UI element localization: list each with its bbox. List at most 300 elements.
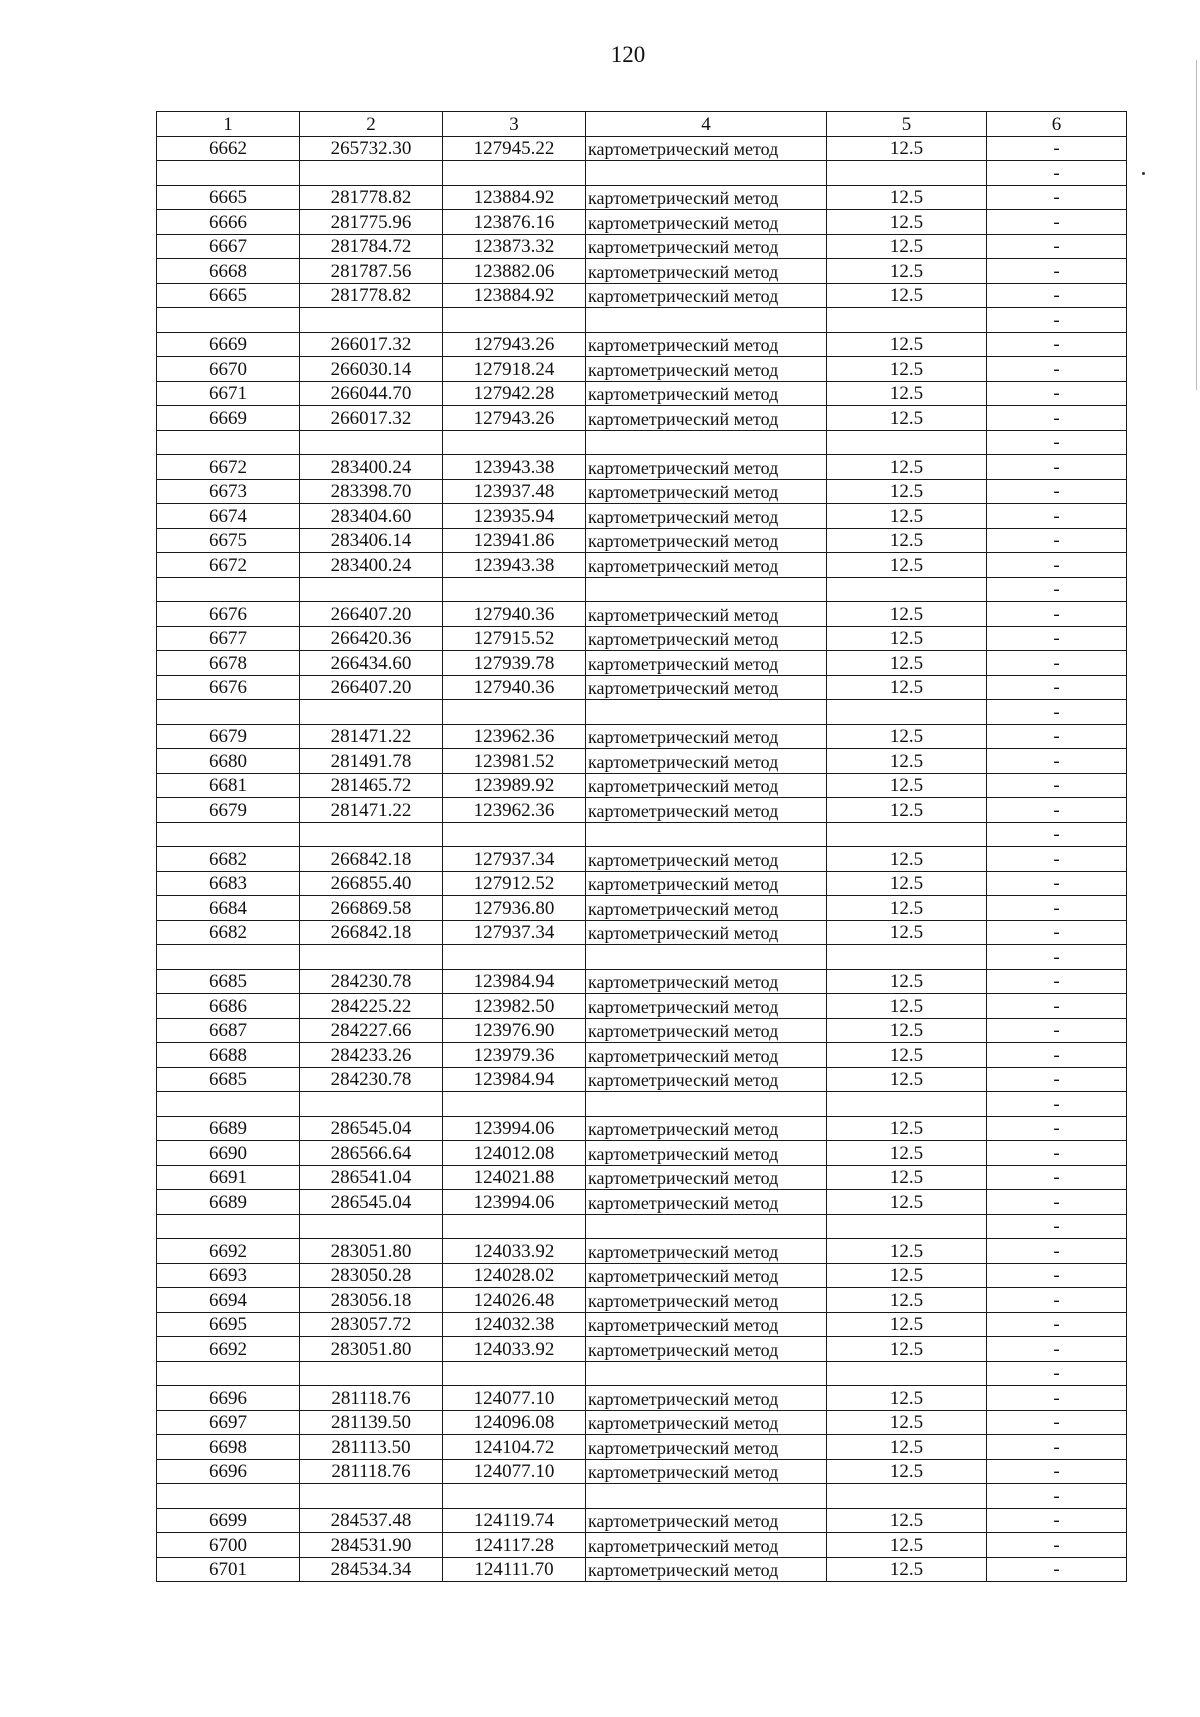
note-cell: - xyxy=(987,994,1127,1019)
x-coordinate-cell xyxy=(300,700,443,725)
table-row xyxy=(157,1557,1127,1582)
y-coordinate-cell: 123979.36 xyxy=(443,1043,586,1068)
y-coordinate-cell xyxy=(443,1214,586,1239)
method-cell: картометрический метод xyxy=(586,234,827,259)
y-coordinate-cell: 123943.38 xyxy=(443,553,586,578)
note-cell: - xyxy=(987,357,1127,382)
x-coordinate-cell: 266420.36 xyxy=(300,626,443,651)
table-row xyxy=(157,700,1127,725)
table-row xyxy=(157,1410,1127,1435)
accuracy-cell: 12.5 xyxy=(827,234,987,259)
x-coordinate-cell: 266869.58 xyxy=(300,896,443,921)
note-cell: - xyxy=(987,969,1127,994)
table-row xyxy=(157,504,1127,529)
x-coordinate-cell: 266407.20 xyxy=(300,675,443,700)
table-row xyxy=(157,553,1127,578)
point-number-cell xyxy=(157,308,300,333)
table-row xyxy=(157,1484,1127,1509)
x-coordinate-cell xyxy=(300,822,443,847)
method-cell: картометрический метод xyxy=(586,1312,827,1337)
note-cell: - xyxy=(987,504,1127,529)
table-row xyxy=(157,1263,1127,1288)
x-coordinate-cell: 281471.22 xyxy=(300,724,443,749)
point-number-cell: 6685 xyxy=(157,1067,300,1092)
table-row xyxy=(157,259,1127,284)
method-cell xyxy=(586,1092,827,1117)
note-cell: - xyxy=(987,1557,1127,1582)
point-number-cell: 6665 xyxy=(157,185,300,210)
point-number-cell: 6692 xyxy=(157,1337,300,1362)
note-cell: - xyxy=(987,479,1127,504)
y-coordinate-cell: 124104.72 xyxy=(443,1435,586,1460)
note-cell: - xyxy=(987,210,1127,235)
accuracy-cell: 12.5 xyxy=(827,1312,987,1337)
accuracy-cell: 12.5 xyxy=(827,1288,987,1313)
method-cell: картометрический метод xyxy=(586,798,827,823)
accuracy-cell: 12.5 xyxy=(827,381,987,406)
accuracy-cell: 12.5 xyxy=(827,136,987,161)
point-number-cell: 6669 xyxy=(157,332,300,357)
note-cell: - xyxy=(987,798,1127,823)
method-cell: картометрический метод xyxy=(586,773,827,798)
scan-speck xyxy=(1142,172,1145,175)
note-cell: - xyxy=(987,896,1127,921)
point-number-cell: 6686 xyxy=(157,994,300,1019)
x-coordinate-cell: 284230.78 xyxy=(300,1067,443,1092)
accuracy-cell: 12.5 xyxy=(827,1533,987,1558)
point-number-cell: 6665 xyxy=(157,283,300,308)
table-row xyxy=(157,1312,1127,1337)
accuracy-cell: 12.5 xyxy=(827,1239,987,1264)
y-coordinate-cell: 123982.50 xyxy=(443,994,586,1019)
point-number-cell: 6688 xyxy=(157,1043,300,1068)
x-coordinate-cell: 283406.14 xyxy=(300,528,443,553)
method-cell: картометрический метод xyxy=(586,504,827,529)
y-coordinate-cell xyxy=(443,1092,586,1117)
point-number-cell: 6677 xyxy=(157,626,300,651)
note-cell: - xyxy=(987,553,1127,578)
y-coordinate-cell: 127942.28 xyxy=(443,381,586,406)
x-coordinate-cell: 284531.90 xyxy=(300,1533,443,1558)
y-coordinate-cell: 127915.52 xyxy=(443,626,586,651)
note-cell: - xyxy=(987,1361,1127,1386)
table-row xyxy=(157,920,1127,945)
accuracy-cell: 12.5 xyxy=(827,1459,987,1484)
x-coordinate-cell xyxy=(300,1092,443,1117)
accuracy-cell: 12.5 xyxy=(827,1435,987,1460)
point-number-cell: 6683 xyxy=(157,871,300,896)
header-cell-2: 2 xyxy=(300,112,443,137)
point-number-cell: 6671 xyxy=(157,381,300,406)
method-cell: картометрический метод xyxy=(586,1435,827,1460)
y-coordinate-cell: 127937.34 xyxy=(443,920,586,945)
table-row xyxy=(157,406,1127,431)
note-cell: - xyxy=(987,1312,1127,1337)
note-cell: - xyxy=(987,1386,1127,1411)
accuracy-cell xyxy=(827,1214,987,1239)
method-cell: картометрический метод xyxy=(586,553,827,578)
accuracy-cell: 12.5 xyxy=(827,896,987,921)
method-cell: картометрический метод xyxy=(586,1116,827,1141)
accuracy-cell: 12.5 xyxy=(827,798,987,823)
accuracy-cell xyxy=(827,577,987,602)
x-coordinate-cell: 281139.50 xyxy=(300,1410,443,1435)
point-number-cell: 6662 xyxy=(157,136,300,161)
note-cell: - xyxy=(987,1116,1127,1141)
note-cell: - xyxy=(987,871,1127,896)
table-row xyxy=(157,847,1127,872)
note-cell: - xyxy=(987,259,1127,284)
point-number-cell: 6682 xyxy=(157,847,300,872)
table-row xyxy=(157,675,1127,700)
x-coordinate-cell: 281471.22 xyxy=(300,798,443,823)
accuracy-cell: 12.5 xyxy=(827,626,987,651)
point-number-cell: 6699 xyxy=(157,1508,300,1533)
x-coordinate-cell: 286566.64 xyxy=(300,1141,443,1166)
accuracy-cell: 12.5 xyxy=(827,1116,987,1141)
point-number-cell xyxy=(157,700,300,725)
method-cell: картометрический метод xyxy=(586,283,827,308)
x-coordinate-cell: 266044.70 xyxy=(300,381,443,406)
note-cell: - xyxy=(987,675,1127,700)
table-row xyxy=(157,994,1127,1019)
note-cell: - xyxy=(987,1165,1127,1190)
method-cell: картометрический метод xyxy=(586,1337,827,1362)
point-number-cell: 6700 xyxy=(157,1533,300,1558)
y-coordinate-cell: 124026.48 xyxy=(443,1288,586,1313)
table-row xyxy=(157,1386,1127,1411)
method-cell: картометрический метод xyxy=(586,185,827,210)
y-coordinate-cell: 123884.92 xyxy=(443,185,586,210)
accuracy-cell: 12.5 xyxy=(827,773,987,798)
point-number-cell: 6679 xyxy=(157,798,300,823)
method-cell: картометрический метод xyxy=(586,1190,827,1215)
x-coordinate-cell: 283051.80 xyxy=(300,1337,443,1362)
y-coordinate-cell: 123962.36 xyxy=(443,798,586,823)
y-coordinate-cell: 127936.80 xyxy=(443,896,586,921)
note-cell: - xyxy=(987,308,1127,333)
note-cell: - xyxy=(987,1190,1127,1215)
note-cell: - xyxy=(987,234,1127,259)
x-coordinate-cell: 284534.34 xyxy=(300,1557,443,1582)
method-cell: картометрический метод xyxy=(586,1533,827,1558)
note-cell: - xyxy=(987,577,1127,602)
y-coordinate-cell: 123882.06 xyxy=(443,259,586,284)
y-coordinate-cell xyxy=(443,1484,586,1509)
accuracy-cell: 12.5 xyxy=(827,1410,987,1435)
x-coordinate-cell: 284227.66 xyxy=(300,1018,443,1043)
note-cell: - xyxy=(987,1092,1127,1117)
method-cell: картометрический метод xyxy=(586,1288,827,1313)
y-coordinate-cell xyxy=(443,161,586,186)
table-row xyxy=(157,1141,1127,1166)
accuracy-cell: 12.5 xyxy=(827,210,987,235)
accuracy-cell xyxy=(827,945,987,970)
method-cell xyxy=(586,1361,827,1386)
method-cell: картометрический метод xyxy=(586,994,827,1019)
table-row xyxy=(157,602,1127,627)
header-cell-4: 4 xyxy=(586,112,827,137)
method-cell xyxy=(586,430,827,455)
point-number-cell: 6678 xyxy=(157,651,300,676)
note-cell: - xyxy=(987,945,1127,970)
table-row xyxy=(157,1214,1127,1239)
y-coordinate-cell: 123981.52 xyxy=(443,749,586,774)
y-coordinate-cell: 124119.74 xyxy=(443,1508,586,1533)
note-cell: - xyxy=(987,332,1127,357)
table-row xyxy=(157,626,1127,651)
x-coordinate-cell: 283057.72 xyxy=(300,1312,443,1337)
point-number-cell: 6679 xyxy=(157,724,300,749)
table-row xyxy=(157,161,1127,186)
note-cell: - xyxy=(987,1435,1127,1460)
x-coordinate-cell: 284225.22 xyxy=(300,994,443,1019)
method-cell: картометрический метод xyxy=(586,1410,827,1435)
method-cell: картометрический метод xyxy=(586,871,827,896)
y-coordinate-cell: 127940.36 xyxy=(443,602,586,627)
x-coordinate-cell xyxy=(300,1361,443,1386)
point-number-cell xyxy=(157,1484,300,1509)
accuracy-cell: 12.5 xyxy=(827,749,987,774)
point-number-cell: 6698 xyxy=(157,1435,300,1460)
x-coordinate-cell: 284230.78 xyxy=(300,969,443,994)
method-cell: картометрический метод xyxy=(586,528,827,553)
accuracy-cell: 12.5 xyxy=(827,994,987,1019)
method-cell: картометрический метод xyxy=(586,381,827,406)
accuracy-cell: 12.5 xyxy=(827,259,987,284)
accuracy-cell: 12.5 xyxy=(827,1018,987,1043)
accuracy-cell: 12.5 xyxy=(827,1557,987,1582)
accuracy-cell: 12.5 xyxy=(827,185,987,210)
note-cell: - xyxy=(987,1288,1127,1313)
method-cell: картометрический метод xyxy=(586,626,827,651)
x-coordinate-cell: 283400.24 xyxy=(300,553,443,578)
accuracy-cell xyxy=(827,1361,987,1386)
method-cell: картометрический метод xyxy=(586,136,827,161)
method-cell: картометрический метод xyxy=(586,675,827,700)
table-row xyxy=(157,945,1127,970)
table-row xyxy=(157,210,1127,235)
x-coordinate-cell xyxy=(300,1214,443,1239)
y-coordinate-cell: 123994.06 xyxy=(443,1116,586,1141)
note-cell: - xyxy=(987,1141,1127,1166)
method-cell: картометрический метод xyxy=(586,1067,827,1092)
point-number-cell xyxy=(157,430,300,455)
y-coordinate-cell: 123873.32 xyxy=(443,234,586,259)
x-coordinate-cell: 283050.28 xyxy=(300,1263,443,1288)
table-row xyxy=(157,381,1127,406)
note-cell: - xyxy=(987,700,1127,725)
scan-edge-line xyxy=(1196,60,1197,390)
x-coordinate-cell: 281787.56 xyxy=(300,259,443,284)
note-cell: - xyxy=(987,381,1127,406)
accuracy-cell: 12.5 xyxy=(827,479,987,504)
note-cell: - xyxy=(987,920,1127,945)
method-cell: картометрический метод xyxy=(586,455,827,480)
point-number-cell: 6667 xyxy=(157,234,300,259)
accuracy-cell: 12.5 xyxy=(827,1190,987,1215)
method-cell: картометрический метод xyxy=(586,1018,827,1043)
accuracy-cell: 12.5 xyxy=(827,406,987,431)
table-row xyxy=(157,455,1127,480)
x-coordinate-cell: 283051.80 xyxy=(300,1239,443,1264)
method-cell: картометрический метод xyxy=(586,847,827,872)
method-cell: картометрический метод xyxy=(586,969,827,994)
point-number-cell: 6670 xyxy=(157,357,300,382)
y-coordinate-cell: 127945.22 xyxy=(443,136,586,161)
y-coordinate-cell: 127943.26 xyxy=(443,406,586,431)
accuracy-cell xyxy=(827,700,987,725)
accuracy-cell: 12.5 xyxy=(827,651,987,676)
note-cell: - xyxy=(987,847,1127,872)
table-row xyxy=(157,430,1127,455)
note-cell: - xyxy=(987,455,1127,480)
point-number-cell: 6668 xyxy=(157,259,300,284)
accuracy-cell: 12.5 xyxy=(827,602,987,627)
table-row xyxy=(157,1459,1127,1484)
y-coordinate-cell xyxy=(443,1361,586,1386)
note-cell: - xyxy=(987,136,1127,161)
table-row xyxy=(157,1435,1127,1460)
method-cell: картометрический метод xyxy=(586,1459,827,1484)
point-number-cell: 6676 xyxy=(157,675,300,700)
x-coordinate-cell: 281784.72 xyxy=(300,234,443,259)
header-cell-3: 3 xyxy=(443,112,586,137)
table-row xyxy=(157,651,1127,676)
y-coordinate-cell: 123976.90 xyxy=(443,1018,586,1043)
table-row xyxy=(157,283,1127,308)
method-cell: картометрический метод xyxy=(586,749,827,774)
y-coordinate-cell xyxy=(443,822,586,847)
y-coordinate-cell: 123884.92 xyxy=(443,283,586,308)
note-cell: - xyxy=(987,161,1127,186)
accuracy-cell: 12.5 xyxy=(827,1141,987,1166)
point-number-cell: 6694 xyxy=(157,1288,300,1313)
y-coordinate-cell xyxy=(443,430,586,455)
table-row xyxy=(157,1116,1127,1141)
point-number-cell: 6695 xyxy=(157,1312,300,1337)
point-number-cell: 6672 xyxy=(157,455,300,480)
x-coordinate-cell xyxy=(300,577,443,602)
x-coordinate-cell xyxy=(300,1484,443,1509)
note-cell: - xyxy=(987,651,1127,676)
note-cell: - xyxy=(987,773,1127,798)
accuracy-cell: 12.5 xyxy=(827,675,987,700)
y-coordinate-cell: 127918.24 xyxy=(443,357,586,382)
accuracy-cell: 12.5 xyxy=(827,528,987,553)
table-row xyxy=(157,871,1127,896)
x-coordinate-cell: 286545.04 xyxy=(300,1116,443,1141)
method-cell: картометрический метод xyxy=(586,259,827,284)
y-coordinate-cell: 123943.38 xyxy=(443,455,586,480)
accuracy-cell xyxy=(827,1484,987,1509)
x-coordinate-cell: 281778.82 xyxy=(300,185,443,210)
note-cell: - xyxy=(987,1018,1127,1043)
table-row xyxy=(157,773,1127,798)
table-row xyxy=(157,136,1127,161)
y-coordinate-cell xyxy=(443,577,586,602)
y-coordinate-cell: 123935.94 xyxy=(443,504,586,529)
table-row xyxy=(157,822,1127,847)
table-row xyxy=(157,1043,1127,1068)
accuracy-cell: 12.5 xyxy=(827,969,987,994)
x-coordinate-cell xyxy=(300,945,443,970)
note-cell: - xyxy=(987,1067,1127,1092)
x-coordinate-cell: 266842.18 xyxy=(300,847,443,872)
accuracy-cell: 12.5 xyxy=(827,920,987,945)
y-coordinate-cell: 127940.36 xyxy=(443,675,586,700)
y-coordinate-cell: 124032.38 xyxy=(443,1312,586,1337)
method-cell: картометрический метод xyxy=(586,479,827,504)
header-cell-5: 5 xyxy=(827,112,987,137)
table-row xyxy=(157,1190,1127,1215)
table-row xyxy=(157,357,1127,382)
point-number-cell: 6684 xyxy=(157,896,300,921)
method-cell: картометрический метод xyxy=(586,724,827,749)
accuracy-cell: 12.5 xyxy=(827,455,987,480)
accuracy-cell xyxy=(827,430,987,455)
method-cell xyxy=(586,822,827,847)
table-row xyxy=(157,1288,1127,1313)
accuracy-cell: 12.5 xyxy=(827,1043,987,1068)
x-coordinate-cell: 281778.82 xyxy=(300,283,443,308)
table-row xyxy=(157,1018,1127,1043)
note-cell: - xyxy=(987,602,1127,627)
table-row xyxy=(157,528,1127,553)
method-cell: картометрический метод xyxy=(586,896,827,921)
point-number-cell: 6696 xyxy=(157,1386,300,1411)
table-row xyxy=(157,308,1127,333)
header-row xyxy=(157,112,1127,137)
y-coordinate-cell: 124021.88 xyxy=(443,1165,586,1190)
note-cell: - xyxy=(987,626,1127,651)
method-cell: картометрический метод xyxy=(586,1239,827,1264)
table-row xyxy=(157,749,1127,774)
x-coordinate-cell: 283404.60 xyxy=(300,504,443,529)
method-cell xyxy=(586,1484,827,1509)
point-number-cell: 6674 xyxy=(157,504,300,529)
y-coordinate-cell: 123962.36 xyxy=(443,724,586,749)
method-cell: картометрический метод xyxy=(586,920,827,945)
x-coordinate-cell: 283056.18 xyxy=(300,1288,443,1313)
note-cell: - xyxy=(987,749,1127,774)
point-number-cell: 6685 xyxy=(157,969,300,994)
y-coordinate-cell: 123941.86 xyxy=(443,528,586,553)
method-cell: картометрический метод xyxy=(586,651,827,676)
x-coordinate-cell: 266855.40 xyxy=(300,871,443,896)
y-coordinate-cell: 127912.52 xyxy=(443,871,586,896)
point-number-cell: 6692 xyxy=(157,1239,300,1264)
accuracy-cell: 12.5 xyxy=(827,1508,987,1533)
accuracy-cell: 12.5 xyxy=(827,332,987,357)
method-cell: картометрический метод xyxy=(586,602,827,627)
method-cell: картометрический метод xyxy=(586,210,827,235)
point-number-cell xyxy=(157,945,300,970)
table-row xyxy=(157,1165,1127,1190)
table-row xyxy=(157,1533,1127,1558)
note-cell: - xyxy=(987,1484,1127,1509)
y-coordinate-cell xyxy=(443,700,586,725)
note-cell: - xyxy=(987,822,1127,847)
accuracy-cell xyxy=(827,822,987,847)
y-coordinate-cell: 124077.10 xyxy=(443,1459,586,1484)
note-cell: - xyxy=(987,283,1127,308)
method-cell: картометрический метод xyxy=(586,1263,827,1288)
y-coordinate-cell: 124028.02 xyxy=(443,1263,586,1288)
point-number-cell xyxy=(157,1214,300,1239)
accuracy-cell: 12.5 xyxy=(827,283,987,308)
point-number-cell: 6701 xyxy=(157,1557,300,1582)
